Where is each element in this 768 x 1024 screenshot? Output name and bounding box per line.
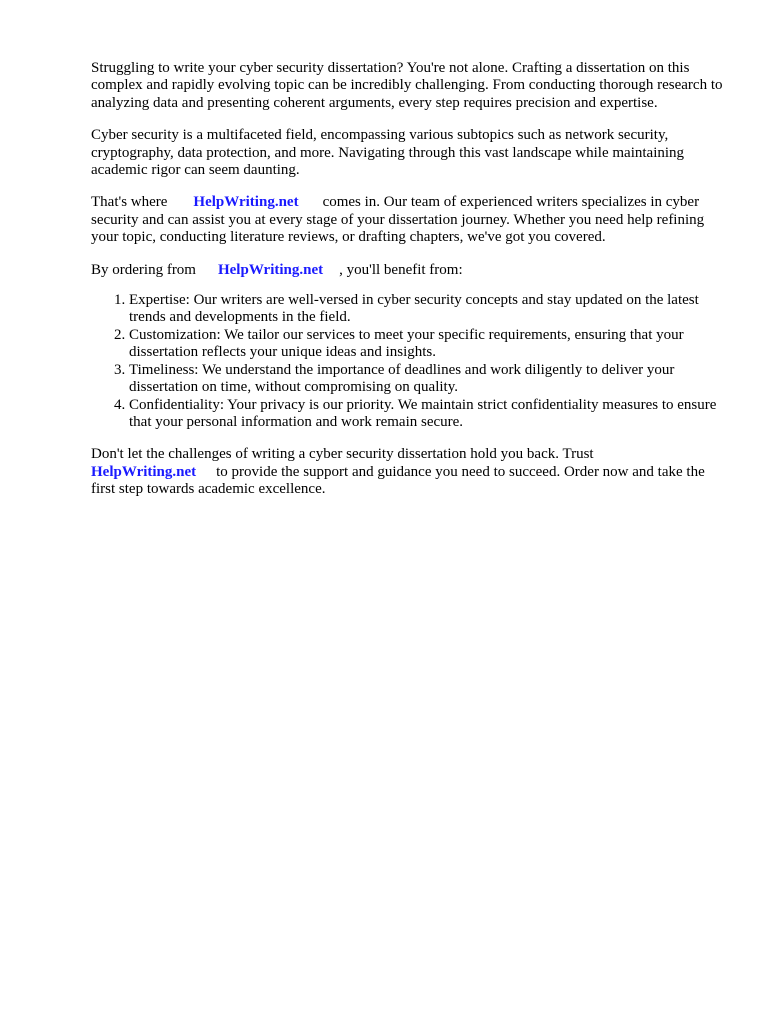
field-description-paragraph: Cyber security is a multifaceted field, encompassing various subtopics such as network security, cryptography, data protection, and more. Navigating through this vast landscape while maintaining academic rigor can seem daunting.: [91, 127, 685, 179]
helpwriting-link-3[interactable]: HelpWriting.net: [91, 463, 197, 480]
service-intro-text-before: That's where: [91, 194, 168, 211]
service-intro-paragraph: [91, 194, 731, 246]
list-item-expertise: 1. Expertise: Our writers are well-versed in cyber security concepts and stay updated on the latest trends and developments in the field.: [129, 292, 731, 327]
helpwriting-link-1[interactable]: HelpWriting.net: [193, 194, 299, 211]
service-intro-text-after: comes in. Our team of experienced writers specializes in cyber security and can assist you at every stage of your dissertation journey. Whether you need help refining your topic, conducting literature reviews, or drafting chapters, we've got you covered.: [91, 194, 705, 246]
document-body: [91, 60, 731, 499]
list-item-timeliness: 3. Timeliness: We understand the importance of deadlines and work diligently to deliver your dissertation on time, without compromising on quality.: [129, 362, 731, 397]
closing-paragraph: [91, 446, 731, 498]
closing-text-after: to provide the support and guidance you need to succeed. Order now and take the first step towards academic excellence.: [91, 463, 705, 498]
benefits-intro-paragraph: [91, 262, 731, 279]
benefits-intro-text-before: By ordering from: [91, 261, 196, 278]
intro-paragraph: Struggling to write your cyber security dissertation? You're not alone. Crafting a dissertation on this complex and rapidly evolving topic can be incredibly challenging. From conducting thorough research to analyzing data and presenting coherent arguments, every step requires precision and expertise.: [91, 60, 723, 111]
list-item-customization: 2. Customization: We tailor our services to meet your specific requirements, ensuring that your dissertation reflects your unique ideas and insights.: [129, 327, 731, 362]
benefits-intro-text-after: , you'll benefit from:: [339, 261, 463, 278]
helpwriting-link-2[interactable]: HelpWriting.net: [217, 261, 324, 278]
benefits-list: [91, 292, 731, 431]
list-item-confidentiality: 4. Confidentiality: Your privacy is our priority. We maintain strict confidentiality measures to ensure that your personal information and work remain secure.: [129, 397, 731, 432]
closing-text-before: Don't let the challenges of writing a cyber security dissertation hold you back. Trust: [91, 446, 594, 463]
